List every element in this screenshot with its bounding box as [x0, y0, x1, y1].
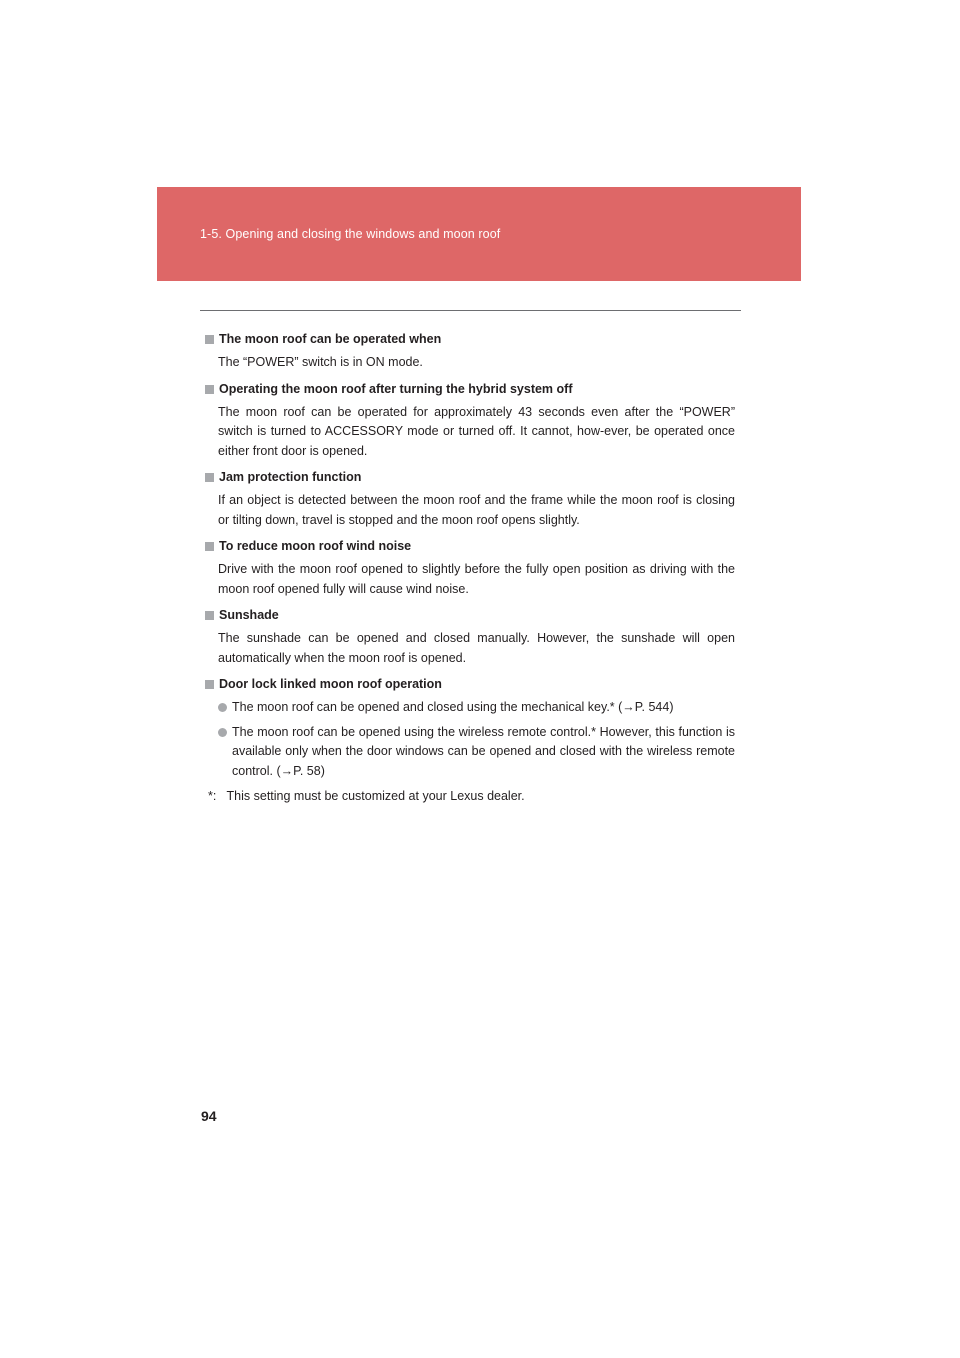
section-heading: Operating the moon roof after turning the hybrid system off — [205, 380, 735, 398]
section-heading: The moon roof can be operated when — [205, 330, 735, 348]
list-item: The moon roof can be opened using the wireless remote control.* However, this function is available only when the door windows can be opened and closed with the wireless remote control. (→P. 58) — [218, 723, 735, 782]
section-heading: To reduce moon roof wind noise — [205, 537, 735, 555]
section-jam-protection — [205, 468, 735, 530]
section-wind-noise — [205, 537, 735, 599]
chapter-header-band — [157, 187, 801, 281]
section-body: The “POWER” switch is in ON mode. — [218, 355, 423, 369]
square-bullet-icon — [205, 473, 214, 482]
section-heading: Door lock linked moon roof operation — [205, 675, 735, 693]
section-sunshade — [205, 606, 735, 668]
section-heading: Jam protection function — [205, 468, 735, 486]
section-heading: Sunshade — [205, 606, 735, 624]
chapter-title: 1-5. Opening and closing the windows and moon roof — [200, 227, 501, 241]
section-door-lock-linked — [205, 675, 735, 806]
footnote: *: This setting must be customized at your Lexus dealer. — [208, 789, 525, 803]
square-bullet-icon — [205, 542, 214, 551]
square-bullet-icon — [205, 385, 214, 394]
page-number: 94 — [201, 1108, 217, 1124]
square-bullet-icon — [205, 335, 214, 344]
section-operation-condition — [205, 330, 735, 373]
section-body: The moon roof can be operated for approximately 43 seconds even after the “POWER” switch is turned to ACCESSORY mode or turned off. It cannot, how-ever, be operated once either front door is opened. — [218, 404, 735, 458]
section-after-hybrid-off — [205, 380, 735, 462]
section-body: The sunshade can be opened and closed manually. However, the sunshade will open automatically when the moon roof is opened. — [218, 631, 735, 665]
round-bullet-icon — [218, 703, 227, 712]
round-bullet-icon — [218, 728, 227, 737]
page-content — [205, 330, 735, 806]
square-bullet-icon — [205, 611, 214, 620]
section-body: If an object is detected between the moon roof and the frame while the moon roof is closing or tilting down, travel is stopped and the moon roof opens slightly. — [218, 493, 735, 527]
square-bullet-icon — [205, 680, 214, 689]
section-divider — [200, 310, 741, 311]
section-body: Drive with the moon roof opened to slightly before the fully open position as driving with the moon roof opened fully will cause wind noise. — [218, 562, 735, 596]
list-item: The moon roof can be opened and closed using the mechanical key.* (→P. 544) — [218, 698, 735, 718]
